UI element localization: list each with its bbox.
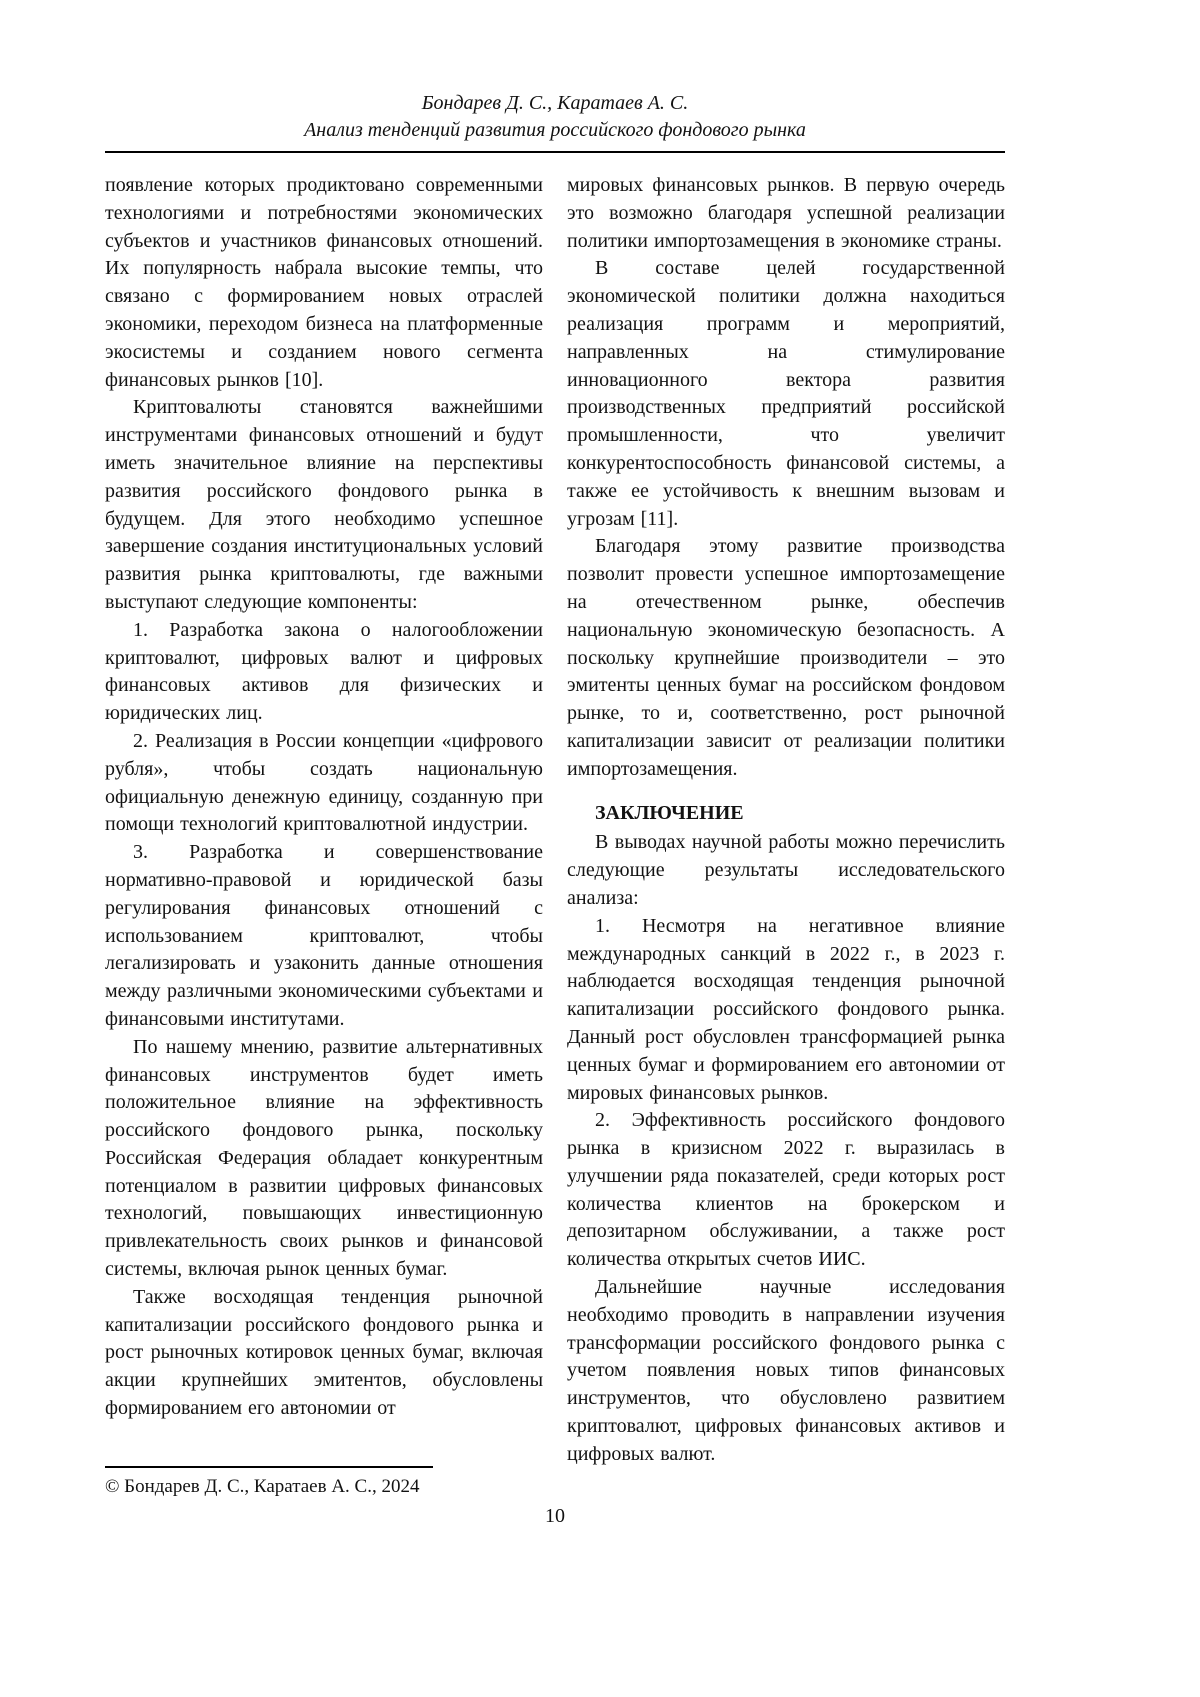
list-paragraph: 3. Разработка и совершенствование нормативно-правовой и юридической базы регулирования финансовых отношений с использованием криптовалют, чтобы легализировать и узаконить данные отношения между различными экономическими субъектами и финансовыми институтами. <box>105 841 543 1030</box>
list-paragraph: 2. Эффективность российского фондового рынка в кризисном 2022 г. выразилась в улучшении ряда показателей, среди которых рост количества клиентов на брокерском и депозитарном обслуживании, а также рост количества открытых счетов ИИС. <box>567 1109 1005 1271</box>
header-rule <box>105 151 1005 153</box>
paragraph: появление которых продиктовано современными технологиями и потребностями экономических субъектов и участников финансовых отношений. Их популярность набрала высокие темпы, что связано с формированием новых отраслей экономики, переходом бизнеса на платформенные экосистемы и созданием нового сегмента финансовых рынков [10]. <box>105 174 543 391</box>
footer-rule <box>105 1466 433 1468</box>
left-column <box>105 172 543 1469</box>
list-paragraph: 2. Реализация в России концепции «цифрового рубля», чтобы создать национальную официальную денежную единицу, созданную при помощи технологий криптовалютной индустрии. <box>105 729 543 836</box>
paragraph: Также восходящая тенденция рыночной капитализации российского фондового рынка и рост рыночных котировок ценных бумаг, включая акции крупнейших эмитентов, обусловлены формированием его автономии от <box>105 1285 543 1420</box>
paragraph: В составе целей государственной экономической политики должна находиться реализация программ и мероприятий, направленных на стимулирование инновационного вектора развития производственных предприятий российской промышленности, что увеличит конкурентоспособность финансовой системы, а также ее устойчивость к внешним вызовам и угрозам [11]. <box>567 257 1005 530</box>
paragraph: По нашему мнению, развитие альтернативных финансовых инструментов будет иметь положительное влияние на эффективность российского фондового рынка, поскольку Российская Федерация обладает конкурентным потенциалом в развитии цифровых финансовых технологий, повышающих инвестиционную привлекательность своих рынков и финансовой системы, включая рынок ценных бумаг. <box>105 1035 543 1281</box>
running-head-title: Анализ тенденций развития российского фондового рынка <box>304 119 806 141</box>
paragraph: Криптовалюты становятся важнейшими инструментами финансовых отношений и будут иметь значительное влияние на перспективы развития российского фондового рынка в будущем. Для этого необходимо успешное завершение создания институциональных условий развития рынка криптовалюты, где важными выступают следующие компоненты: <box>105 396 543 613</box>
article-body <box>105 172 1005 1469</box>
page-footer <box>105 1466 1005 1528</box>
list-paragraph: 1. Несмотря на негативное влияние международных санкций в 2022 г., в 2023 г. наблюдается восходящая тенденция рыночной капитализации российского фондового рынка. Данный рост обусловлен трансформацией рынка ценных бумаг и формированием его автономии от мировых финансовых рынков. <box>567 914 1005 1104</box>
page-content <box>105 90 1005 1469</box>
paragraph: мировых финансовых рынков. В первую очередь это возможно благодаря успешной реализации политики импортозамещения в экономике страны. <box>567 174 1005 252</box>
paragraph: Дальнейшие научные исследования необходимо проводить в направлении изучения трансформации российского фондового рынка с учетом появления новых типов финансовых инструментов, что обусловлено развитием криптовалют, цифровых финансовых активов и цифровых валют. <box>567 1276 1005 1465</box>
running-head-authors: Бондарев Д. С., Каратаев А. С. <box>421 92 689 114</box>
right-column <box>567 172 1005 1469</box>
running-head <box>105 90 1005 153</box>
page-number: 10 <box>545 1505 565 1527</box>
section-heading-conclusion: ЗАКЛЮЧЕНИЕ <box>595 801 744 824</box>
paragraph: Благодаря этому развитие производства позволит провести успешное импортозамещение на отечественном рынке, обеспечив национальную экономическую безопасность. А поскольку крупнейшие производители – это эмитенты ценных бумаг на российском фондовом рынке, то и, соответственно, рост рыночной капитализации зависит от реализации политики импортозамещения. <box>567 535 1005 780</box>
copyright-line: © Бондарев Д. С., Каратаев А. С., 2024 <box>105 1476 420 1497</box>
list-paragraph: 1. Разработка закона о налогообложении криптовалют, цифровых валют и цифровых финансовых активов для физических и юридических лиц. <box>105 618 543 725</box>
paragraph: В выводах научной работы можно перечислить следующие результаты исследовательского анализа: <box>567 831 1005 909</box>
